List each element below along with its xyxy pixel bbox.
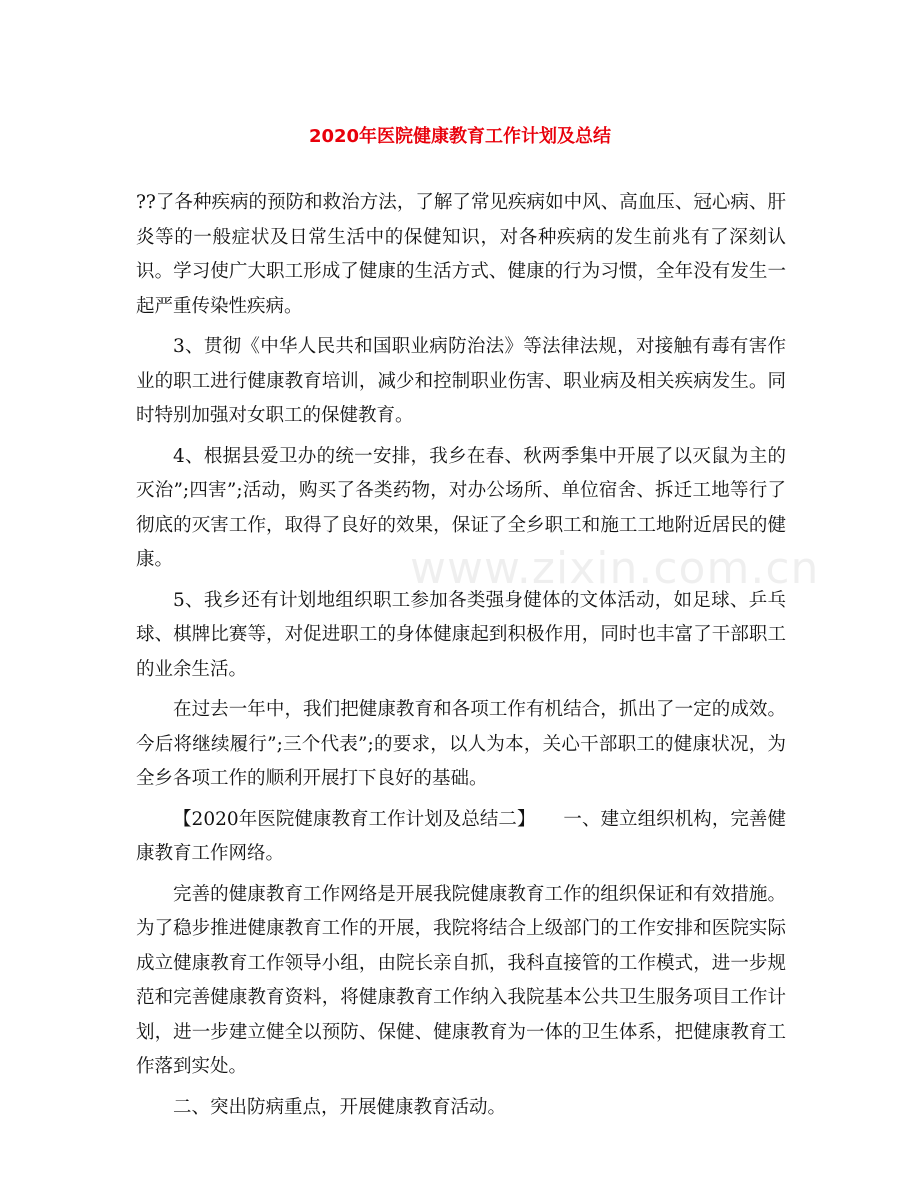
watermark: www.zixin.com.cn — [410, 543, 820, 594]
document-title: 2020年医院健康教育工作计划及总结 — [308, 126, 612, 147]
paragraph-1: ??了各种疾病的预防和救治方法，了解了常见疾病如中风、高血压、冠心病、肝炎等的一般症状及日常生活中的保健知识，对各种疾病的发生前兆有了深刻认识。学习使广大职工形成了健康的生活方式、健康的行为习惯，全年没有发生一起严重传染性疾病。 — [136, 192, 786, 317]
section-heading-2: 【2020年医院健康教育工作计划及总结二】 一、建立组织机构，完善健康教育工作网络。 — [136, 808, 786, 864]
paragraph-4: 5、我乡还有计划地组织职工参加各类强身健体的文体活动，如足球、乒乓球、棋牌比赛等，对促进职工的身体健康起到积极作用，同时也丰富了干部职工的业余生活。 — [136, 589, 786, 680]
paragraph-8: 二、突出防病重点，开展健康教育活动。 — [173, 1096, 507, 1118]
paragraph-2: 3、贯彻《中华人民共和国职业病防治法》等法律法规，对接触有毒有害作业的职工进行健康教育培训，减少和控制职业伤害、职业病及相关疾病发生。同时特别加强对女职工的保健教育。 — [136, 336, 786, 426]
paragraph-5: 在过去一年中，我们把健康教育和各项工作有机结合，抓出了一定的成效。今后将继续履行”;三个代表”;的要求，以人为本，关心干部职工的健康状况，为全乡各项工作的顺利开展打下良好的基础。 — [136, 699, 786, 789]
document-body — [136, 186, 786, 1131]
paragraph-7: 完善的健康教育工作网络是开展我院健康教育工作的组织保证和有效措施。为了稳步推进健康教育工作的开展，我院将结合上级部门的工作安排和医院实际成立健康教育工作领导小组，由院长亲自抓，我科直接管的工作模式，进一步规范和完善健康教育资料，将健康教育工作纳入我院基本公共卫生服务项目工作计划，进一步建立健全以预防、保健、健康教育为一体的卫生体系，把健康教育工作落到实处。 — [136, 883, 786, 1077]
paragraph-3: 4、根据县爱卫办的统一安排，我乡在春、秋两季集中开展了以灭鼠为主的灭治”;四害”;活动，购买了各类药物，对办公场所、单位宿舍、拆迁工地等行了彻底的灭害工作，取得了良好的效果，保证了全乡职工和施工工地附近居民的健康。 — [136, 445, 786, 570]
